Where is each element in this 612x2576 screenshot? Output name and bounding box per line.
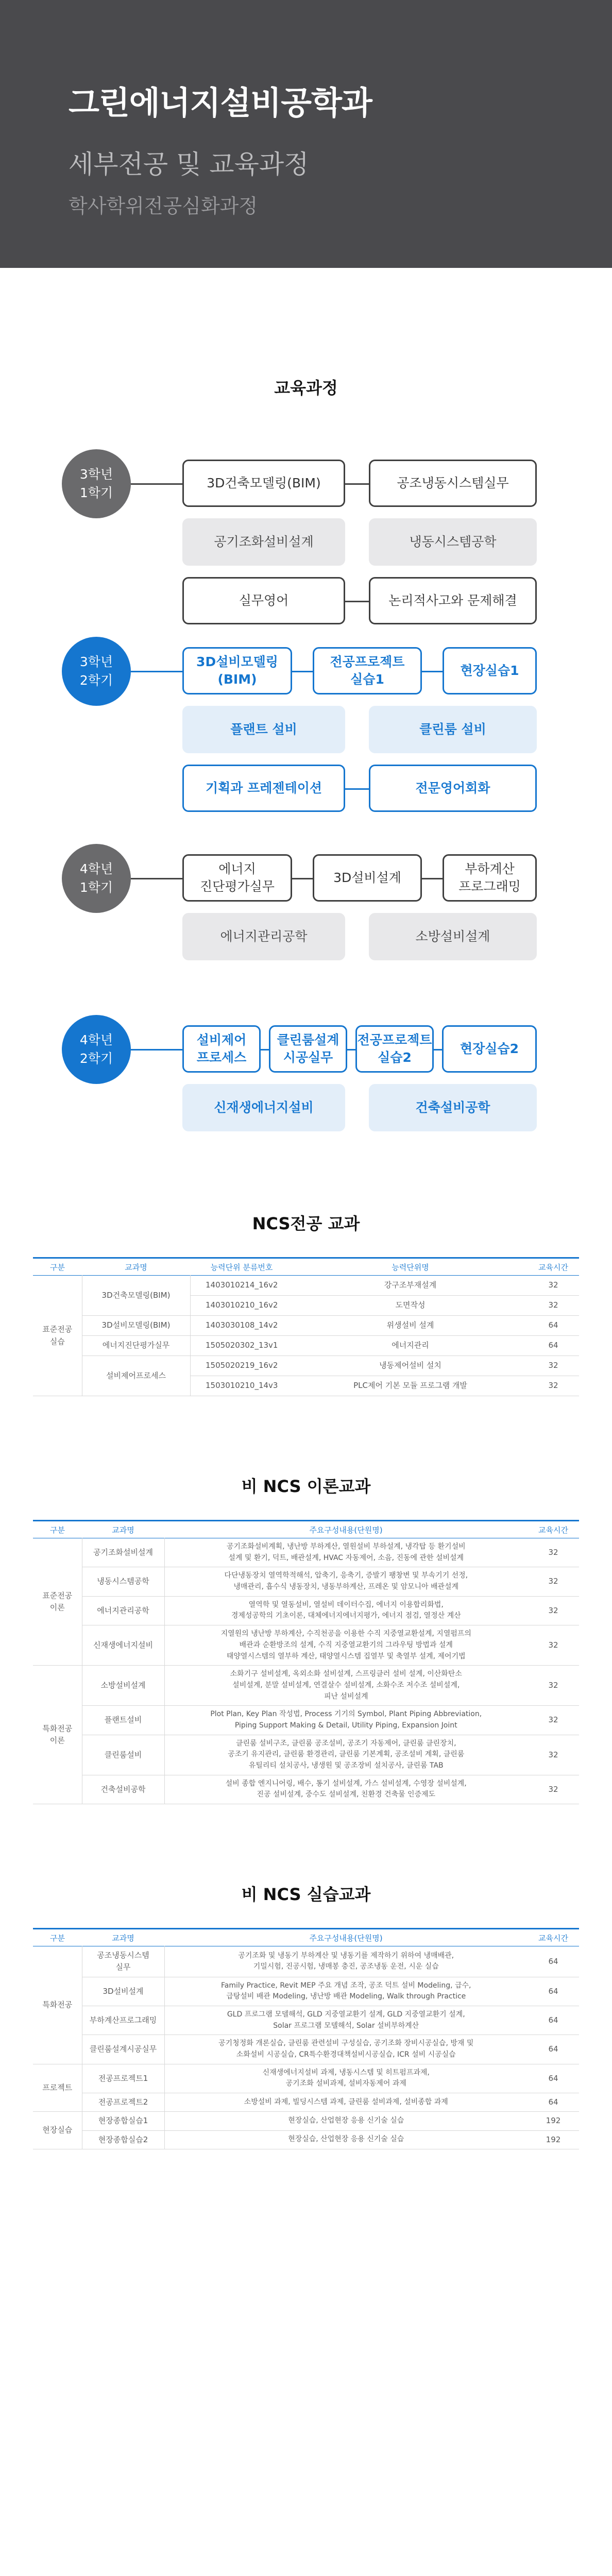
year-3-1 — [0, 430, 612, 608]
table-row: 부하계산프로그래밍 GLD 프로그램 모델해석, GLD 지중열교환기 설계, GLD 지중열교환기 설계, Solar 프로그램 모델해석, Solar 설비부하계산 64 — [33, 2006, 579, 2035]
course-box: 현장실습1 — [443, 647, 537, 694]
table-row: 3D설비설계 Family Practice, Revit MEP 주요 개념 조작, 공조 덕트 설비 Modeling, 급수, 급탕설비 배관 Modeling, 냉난방 배관 Modeling, Walk through Practice 64 — [33, 1977, 579, 2006]
table-row: 전공프로젝트2 소방설비 과제, 빌딩시스템 과제, 클린룸 설비과제, 설비종합 과제 64 — [33, 2093, 579, 2112]
col-header: 교육시간 — [538, 1933, 568, 1943]
practice-title: 비 NCS 실습교과 — [241, 1885, 371, 1905]
table-row: 플랜트설비 Plot Plan, Key Plan 작성법, Process 기기의 Symbol, Plant Piping Abbreviation, Piping Support Making & Detail, Utility Piping, Expansion Joint 32 — [33, 1706, 579, 1735]
course-box: 건축설비공학 — [369, 1084, 537, 1131]
ncs-title: NCS전공 교과 — [252, 1214, 360, 1233]
theory-title: 비 NCS 이론교과 — [241, 1477, 371, 1496]
table-row: 1503010210_14v3 PLC제어 기본 모듈 프로그램 개발 32 — [33, 1376, 579, 1396]
col-header: 구분 — [50, 1525, 65, 1535]
col-header: 구분 — [50, 1933, 65, 1943]
page-subtitle: 세부전공 및 교육과정 — [69, 149, 309, 179]
col-header: 구분 — [50, 1262, 65, 1272]
table-row: 신재생에너지설비 지열원의 냉난방 부하계산, 수직천공을 이용한 수직 지중열교환설계, 지열펌프의 배관과 순환방조의 설계, 수직 지중열교환기의 그라우팅 방법과 설계 태양열시스템의 열부하 계산, 태양열시스템 집열부 및 축열부 설계, 제어기법 32 — [33, 1625, 579, 1666]
course-box: 실무영어 — [182, 577, 345, 624]
practice-table — [33, 1928, 579, 2149]
practice-section — [0, 1882, 612, 2149]
table-row: 설비제어프로세스 1505020219_16v2 냉동제어설비 설치 32 — [33, 1356, 579, 1376]
table-row: 특화전공 이론 소방설비설계 소화기구 설비설계, 옥외소화 설비설계, 스프링클러 설비 설계, 이산화탄소 설비설계, 분말 설비설계, 연결살수 설비설계, 소화수조 저수조 설비설계, 피난 설비설계 32 — [33, 1666, 579, 1706]
theory-table — [33, 1520, 579, 1804]
course-box: 클린룸 설비 — [369, 706, 537, 753]
course-box: 전공프로젝트 실습1 — [313, 647, 422, 694]
header-banner — [0, 0, 612, 268]
table-row: 1403010210_16v2 도면작성 32 — [33, 1296, 579, 1316]
course-box: 플랜트 설비 — [182, 706, 345, 753]
col-header: 교육시간 — [538, 1262, 568, 1272]
col-header: 교육시간 — [538, 1525, 568, 1535]
table-row: 표준전공 실습 3D건축모델링(BIM) 1403010214_16v2 강구조부재설계 32 — [33, 1276, 579, 1296]
course-box: 냉동시스템공학 — [369, 518, 537, 566]
course-box: 공조냉동시스템실무 — [369, 460, 537, 507]
course-box: 현장실습2 — [442, 1025, 537, 1073]
course-box: 소방설비설계 — [369, 913, 537, 960]
col-header: 교과명 — [112, 1525, 134, 1535]
table-row: 에너지진단평가실무 1505020302_13v1 에너지관리 64 — [33, 1336, 579, 1356]
course-box: 전문영어회화 — [369, 765, 537, 812]
course-box: 3D설비모델링 (BIM) — [182, 647, 292, 694]
course-box: 3D설비설계 — [313, 854, 422, 902]
col-header: 주요구성내용(단원명) — [309, 1525, 383, 1535]
table-row: 클린룸설계시공실무 공기청정화 개론실습, 클린룸 관련설비 구성실습, 공기조화 장비시공실습, 방재 및 소화설비 시공실습, CR특수환경대책설비시공실습, ICR 설비 시공실습 64 — [33, 2035, 579, 2064]
table-row: 건축설비공학 설비 종합 엔지니어링, 배수, 통기 설비설계, 가스 설비설계, 수영장 설비설계, 진공 설비설계, 중수도 설비설계, 친환경 건축물 인증제도 32 — [33, 1775, 579, 1804]
course-box: 부하계산 프로그래밍 — [443, 854, 537, 902]
semester-badge: 3학년 1학기 — [62, 449, 131, 518]
year-3-2 — [0, 637, 612, 812]
page-subtitle-degree: 학사학위전공심화과정 — [69, 195, 258, 217]
page-title: 그린에너지설비공학과 — [69, 84, 372, 122]
semester-badge: 3학년 2학기 — [62, 637, 131, 706]
table-row: 현장종합실습2 현장실습, 산업현장 응용 신기술 실습 192 — [33, 2130, 579, 2149]
col-header: 교과명 — [112, 1933, 134, 1943]
ncs-table — [33, 1257, 579, 1396]
semester-badge: 4학년 2학기 — [62, 1015, 131, 1084]
col-header: 능력단위명 — [392, 1262, 429, 1272]
course-box: 전공프로젝트 실습2 — [355, 1025, 434, 1073]
course-box: 공기조화설비설계 — [182, 518, 345, 566]
semester-badge: 4학년 1학기 — [62, 844, 131, 913]
table-row: 현장실습 현장종합실습1 현장실습, 산업현장 응용 신기술 실습 192 — [33, 2112, 579, 2130]
table-row: 클린룸설비 클린룸 설비구조, 클린룸 공조설비, 공조기 자동제어, 클린룸 클린장치, 공조기 유지관리, 클린룸 환경관리, 클린룸 기본계획, 공조설비 계획, 클린룸 유틸리티 설치공사, 냉생원 및 공조장비 설치공사, 클린룸 TAB 32 — [33, 1735, 579, 1775]
course-box: 신재생에너지설비 — [182, 1084, 345, 1131]
col-header: 교과명 — [125, 1262, 147, 1272]
course-box: 기획과 프레젠테이션 — [182, 765, 345, 812]
col-header: 능력단위 분류번호 — [210, 1262, 273, 1272]
course-box: 에너지관리공학 — [182, 913, 345, 960]
course-box: 클린룸설계 시공실무 — [269, 1025, 347, 1073]
table-row: 에너지관리공학 열역학 및 열동설비, 열설비 데이터수집, 에너지 이용합리화법, 경제성공학의 기초이론, 대체에너지에너지평가, 에너지 점검, 열정산 계산 32 — [33, 1596, 579, 1625]
table-row: 냉동시스템공학 다단냉동장치 열역학적해석, 압축기, 응축기, 증발기 팽창변 및 부속기기 선정, 냉매관리, 흡수식 냉동장치, 냉동부하계산, 프레온 및 암모니아 배관설계 32 — [33, 1567, 579, 1596]
course-box: 에너지 진단평가실무 — [182, 854, 292, 902]
course-box: 3D건축모델링(BIM) — [182, 460, 345, 507]
course-box: 논리적사고와 문제해결 — [369, 577, 537, 624]
theory-section — [0, 1473, 612, 1804]
year-4-1 — [0, 844, 612, 983]
year-4-2 — [0, 1015, 612, 1154]
table-row: 표준전공 이론 공기조화설비설계 공기조화설비계획, 냉난방 부하계산, 열원설비 부하설계, 냉각탑 등 환기설비 설계 및 환기, 덕트, 배관설계, HVAC 자동제어, 소음, 진동에 관한 설비설계 32 — [33, 1538, 579, 1567]
curriculum-title: 교육과정 — [274, 378, 338, 398]
table-row: 3D설비모델링(BIM) 1403030108_14v2 위생설비 설계 64 — [33, 1316, 579, 1336]
ncs-section — [0, 1211, 612, 1396]
course-box: 설비제어 프로세스 — [182, 1025, 261, 1073]
table-row: 특화전공 공조냉동시스템 실무 공기조화 및 냉동기 부하계산 및 냉동기를 제작하기 위하여 냉매배관, 기밀시험, 진공시험, 냉매봉 충진, 공조냉동 운전, 시운 실습 64 — [33, 1946, 579, 1977]
table-row: 프로젝트 전공프로젝트1 신재생에너지설비 과제, 냉동시스템 및 히트펌프과제, 공기조화 설비과제, 설비자동제어 과제 64 — [33, 2064, 579, 2093]
col-header: 주요구성내용(단원명) — [309, 1933, 383, 1943]
